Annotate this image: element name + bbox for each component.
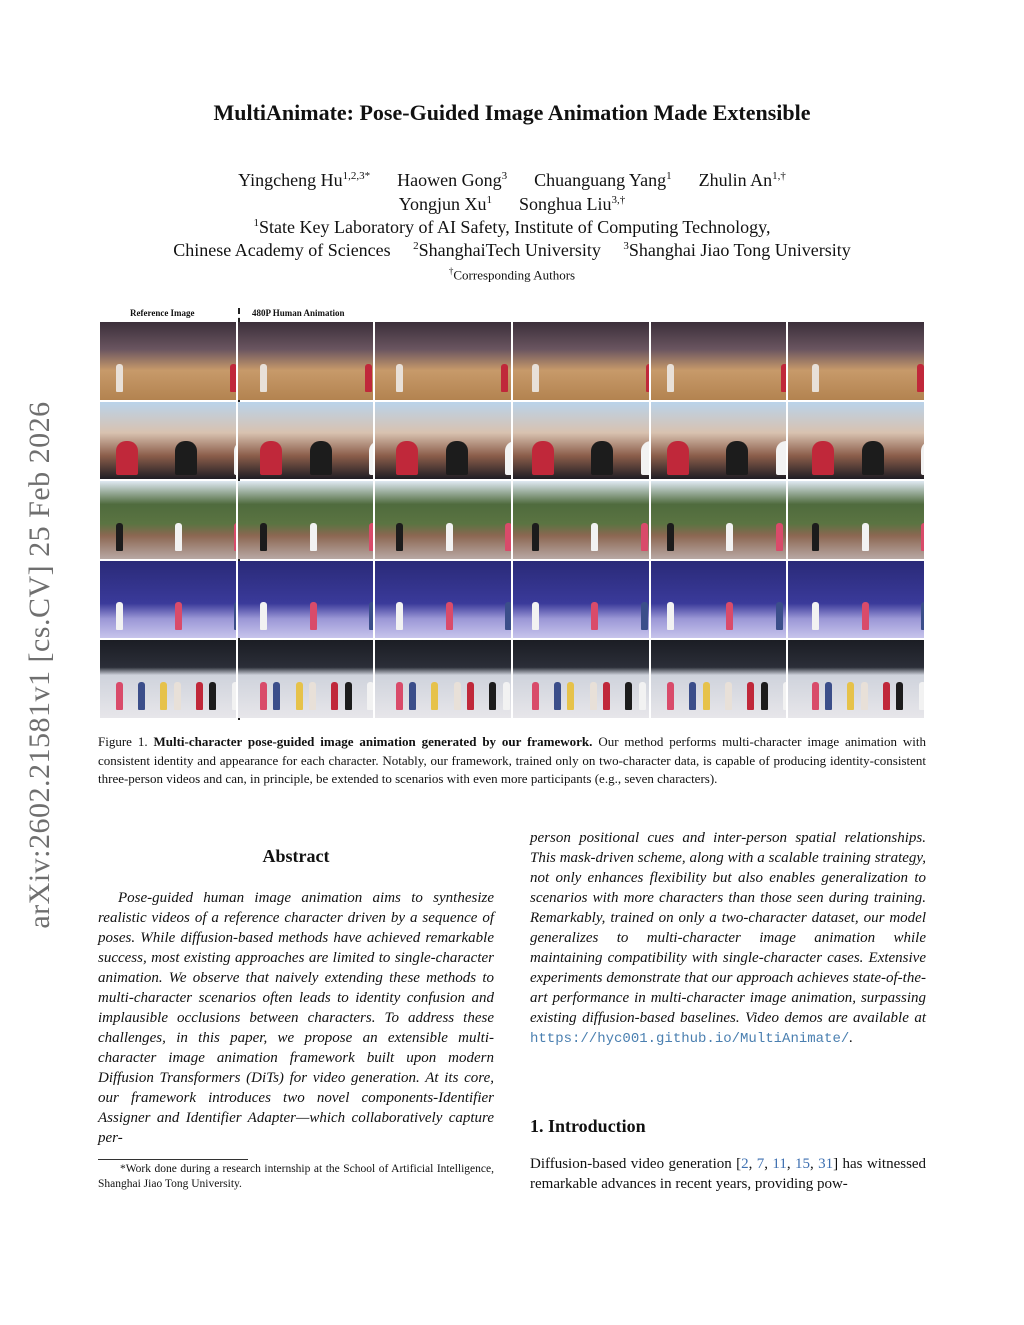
animated-frame	[238, 322, 374, 400]
animated-frame	[651, 402, 787, 480]
character-figure	[919, 682, 924, 710]
character-figure	[862, 441, 884, 475]
character-figure	[812, 682, 819, 710]
character-figure	[396, 682, 403, 710]
citation-link[interactable]: 7	[756, 1156, 765, 1172]
author-name: Yongjun Xu	[398, 194, 487, 214]
character-figure	[591, 602, 598, 630]
author-name: Songhua Liu	[518, 194, 612, 214]
character-figure	[776, 602, 783, 630]
animated-frame	[788, 402, 924, 480]
character-figure	[783, 682, 786, 710]
affil-number: 2	[413, 240, 419, 252]
character-figure	[921, 523, 924, 551]
author-affil: 3,†	[611, 194, 626, 206]
abstract-right-column	[530, 828, 926, 1049]
character-figure	[505, 441, 511, 475]
character-figure	[234, 441, 236, 475]
author-name: Yingcheng Hu	[238, 170, 343, 190]
abstract-heading: Abstract	[262, 846, 330, 866]
character-figure	[505, 602, 511, 630]
character-figure	[861, 682, 868, 710]
character-figure	[369, 602, 373, 630]
animated-frame	[651, 561, 787, 639]
corresponding-text: Corresponding Authors	[453, 267, 576, 283]
character-figure	[921, 441, 924, 475]
character-figure	[209, 682, 216, 710]
character-figure	[446, 441, 468, 475]
animated-frame	[238, 481, 374, 559]
character-figure	[726, 523, 733, 551]
character-figure	[230, 364, 236, 392]
affiliation-line-1	[0, 217, 1024, 238]
character-figure	[641, 441, 649, 475]
character-figure	[175, 602, 182, 630]
character-figure	[667, 364, 674, 392]
figure-image-grid	[100, 322, 924, 718]
affil-text: State Key Laboratory of AI Safety, Institute of Computing Technology,	[259, 217, 771, 237]
character-figure	[260, 682, 267, 710]
character-figure	[116, 441, 138, 475]
character-figure	[505, 523, 511, 551]
character-figure	[641, 523, 648, 551]
animated-frame	[651, 640, 787, 718]
character-figure	[667, 682, 674, 710]
reference-image-frame	[100, 402, 236, 480]
citation-link[interactable]: 2	[741, 1156, 749, 1172]
animated-frame	[513, 640, 649, 718]
citation-link[interactable]: 11	[772, 1156, 787, 1172]
author-name: Zhulin An	[698, 170, 773, 190]
abstract-right-text: person positional cues and inter-person spatial relationships. This mask-driven scheme, along with a scalable training strategy, not only enhances flexibility but also enables generalization to scenarios with more characters than those seen during training. Remarkably, trained on only a two-character dataset, our model generalizes to multi-character image animation while maintaining compatibility with single-character cases. Extensive experiments demonstrate that our approach achieves state-of-the-art performance in multi-character image animation, surpassing existing diffusion-based baselines. Video demos are available at	[530, 830, 926, 1026]
character-figure	[812, 364, 819, 392]
footnote-rule	[98, 1159, 248, 1160]
character-figure	[260, 364, 267, 392]
character-figure	[260, 441, 282, 475]
character-figure	[862, 602, 869, 630]
reference-image-frame	[100, 322, 236, 400]
character-figure	[725, 682, 732, 710]
character-figure	[160, 682, 167, 710]
affil-text: ShanghaiTech University	[418, 240, 601, 260]
character-figure	[591, 523, 598, 551]
character-figure	[196, 682, 203, 710]
citation-link[interactable]: 15	[795, 1156, 811, 1172]
url-period: .	[849, 1030, 854, 1046]
intro-heading: 1. Introduction	[530, 1116, 646, 1136]
character-figure	[396, 602, 403, 630]
character-figure	[812, 523, 819, 551]
character-figure	[310, 523, 317, 551]
character-figure	[532, 441, 554, 475]
character-figure	[116, 523, 123, 551]
character-figure	[646, 364, 649, 392]
author-affil: 3	[501, 170, 508, 182]
character-figure	[175, 523, 182, 551]
animated-frame	[788, 640, 924, 718]
animated-frame	[375, 402, 511, 480]
character-figure	[234, 602, 236, 630]
animated-frame	[513, 402, 649, 480]
character-figure	[726, 441, 748, 475]
character-figure	[296, 682, 303, 710]
caption-bold: Multi-character pose-guided image animation generated by our framework.	[153, 734, 593, 749]
authors-line-1	[0, 170, 1024, 191]
author-affil: 1,2,3*	[342, 170, 371, 182]
figure-caption	[98, 733, 926, 789]
abstract-left-column: Pose-guided human image animation aims to synthesize realistic videos of a reference character driven by a sequence of poses. While diffusion-based methods have achieved remarkable success, most existing approaches are limited to single-character animation. We observe that naively extending these methods to multi-character scenarios often leads to identity confusion and implausible occlusions between characters. To address these challenges, in this paper, we propose an extensible multi-character image animation framework built upon modern Diffusion Transformers (DiTs) for video generation. At its core, our framework introduces two novel components-Identifier Assigner and Identifier Adapter—which collaboratively capture per-	[98, 890, 494, 1146]
character-figure	[689, 682, 696, 710]
character-figure	[367, 682, 373, 710]
animated-frame	[238, 640, 374, 718]
character-figure	[310, 441, 332, 475]
character-figure	[116, 364, 123, 392]
intro-text: Diffusion-based video generation [2, 7, 11, 15, 31] has witnessed remarkable advances in recent years, providing pow-	[530, 1156, 927, 1192]
character-figure	[260, 602, 267, 630]
reference-image-frame	[100, 561, 236, 639]
character-figure	[310, 602, 317, 630]
character-figure	[847, 682, 854, 710]
author-affil: 1	[486, 194, 492, 206]
dagger-mark: †	[448, 266, 454, 276]
animated-frame	[375, 481, 511, 559]
character-figure	[567, 682, 574, 710]
character-figure	[309, 682, 316, 710]
character-figure	[446, 523, 453, 551]
caption-text: Our method performs multi-character image animation with consistent identity and appearance for each character. Notably, our framework, trained only on two-character data, is capable of producing identity-consistent three-person videos and can, in principle, be extended to scenarios with even more participants (e.g., seven characters).	[98, 734, 927, 786]
author-name: Chuanguang Yang	[534, 170, 667, 190]
character-figure	[116, 682, 123, 710]
animated-frame	[651, 322, 787, 400]
character-figure	[489, 682, 496, 710]
footnote: *Work done during a research internship at the School of Artificial Intelligence, Shanghai Jiao Tong University.	[98, 1163, 494, 1190]
character-figure	[554, 682, 561, 710]
character-figure	[641, 602, 648, 630]
character-figure	[454, 682, 461, 710]
intro-text-after: ] has witnessed remarkable advances in recent years, providing pow-	[530, 1156, 927, 1192]
figure-label-animation: 480P Human Animation	[252, 308, 345, 318]
character-figure	[776, 523, 783, 551]
corresponding-note	[0, 266, 1024, 283]
animated-frame	[375, 640, 511, 718]
affil-number: 1	[253, 217, 259, 229]
character-figure	[667, 602, 674, 630]
character-figure	[603, 682, 610, 710]
character-figure	[667, 523, 674, 551]
animated-frame	[788, 561, 924, 639]
animated-frame	[238, 402, 374, 480]
animated-frame	[788, 322, 924, 400]
character-figure	[532, 602, 539, 630]
character-figure	[409, 682, 416, 710]
animated-frame	[513, 481, 649, 559]
character-figure	[501, 364, 508, 392]
affil-text: Chinese Academy of Sciences	[173, 240, 391, 260]
author-affil: 1	[666, 170, 672, 182]
animated-frame	[651, 481, 787, 559]
intro-text-before: Diffusion-based video generation [	[530, 1156, 742, 1172]
animated-frame	[513, 322, 649, 400]
figure-label-reference: Reference Image	[130, 308, 195, 318]
project-url[interactable]: https://hyc001.github.io/MultiAnimate/	[530, 1031, 850, 1047]
character-figure	[345, 682, 352, 710]
affil-text: Shanghai Jiao Tong University	[628, 240, 851, 260]
character-figure	[503, 682, 510, 710]
character-figure	[781, 364, 786, 392]
character-figure	[138, 682, 145, 710]
reference-image-frame	[100, 481, 236, 559]
character-figure	[921, 602, 924, 630]
character-figure	[260, 523, 267, 551]
animated-frame	[238, 561, 374, 639]
character-figure	[532, 364, 539, 392]
affil-number: 3	[623, 240, 629, 252]
character-figure	[396, 441, 418, 475]
character-figure	[761, 682, 768, 710]
paper-title: MultiAnimate: Pose-Guided Image Animation Made Extensible	[213, 100, 811, 125]
character-figure	[446, 602, 453, 630]
author-affil: 1,†	[772, 170, 786, 182]
character-figure	[532, 682, 539, 710]
affiliation-line-2	[0, 240, 1024, 261]
caption-prefix: Figure 1.	[98, 734, 148, 749]
arxiv-stamp: arXiv:2602.21581v1 [cs.CV] 25 Feb 2026	[23, 401, 56, 929]
character-figure	[331, 682, 338, 710]
authors-line-2	[0, 194, 1024, 215]
character-figure	[825, 682, 832, 710]
character-figure	[703, 682, 710, 710]
character-figure	[862, 523, 869, 551]
character-figure	[532, 523, 539, 551]
character-figure	[590, 682, 597, 710]
character-figure	[369, 523, 373, 551]
character-figure	[431, 682, 438, 710]
character-figure	[174, 682, 181, 710]
character-figure	[896, 682, 903, 710]
citation-link[interactable]: 31	[818, 1156, 834, 1172]
character-figure	[812, 602, 819, 630]
character-figure	[883, 682, 890, 710]
character-figure	[591, 441, 613, 475]
character-figure	[726, 602, 733, 630]
character-figure	[467, 682, 474, 710]
character-figure	[917, 364, 924, 392]
character-figure	[776, 441, 786, 475]
character-figure	[747, 682, 754, 710]
author-name: Haowen Gong	[397, 170, 502, 190]
reference-image-frame	[100, 640, 236, 718]
character-figure	[116, 602, 123, 630]
animated-frame	[375, 322, 511, 400]
character-figure	[175, 441, 197, 475]
character-figure	[273, 682, 280, 710]
character-figure	[639, 682, 646, 710]
character-figure	[232, 682, 236, 710]
character-figure	[667, 441, 689, 475]
character-figure	[369, 441, 373, 475]
character-figure	[625, 682, 632, 710]
character-figure	[234, 523, 236, 551]
animated-frame	[513, 561, 649, 639]
animated-frame	[788, 481, 924, 559]
animated-frame	[375, 561, 511, 639]
character-figure	[812, 441, 834, 475]
character-figure	[396, 364, 403, 392]
character-figure	[365, 364, 372, 392]
character-figure	[396, 523, 403, 551]
